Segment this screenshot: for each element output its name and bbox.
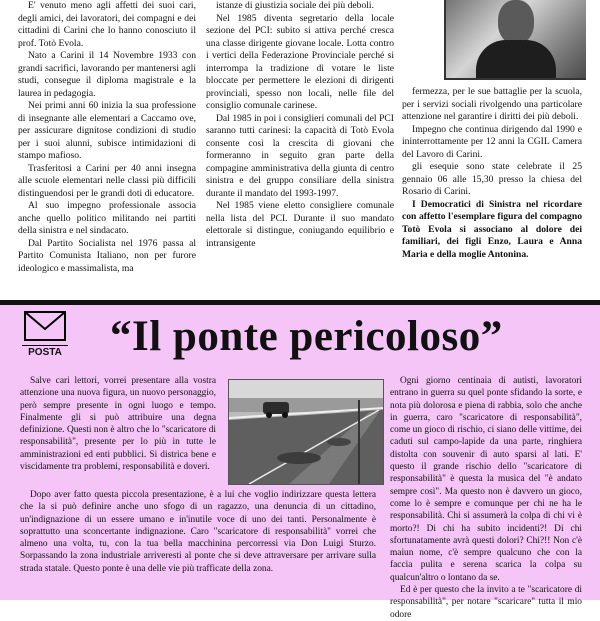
- envelope-icon: [22, 309, 68, 343]
- paragraph: Ogni giorno centinaia di autisti, lavoratori entrano in guerra su quel ponte sfidando la sorte, e nota più dolorosa e piena di rabbia, solo che anche in guerra, caro "scaricatore di responsabilità", come un gioco di rischio, ci siano delle vittime, dei caduti sul campo-lapide da una parte, ringhiera distolta con souvenir di auto sparsi al lati. E' questo il grande rischio dello "scaricatore di responsabilità" è questa la musica del "è andato sempre così". Ma questo non è davvero un gioco, come lo è sempre e comunque per chi ne ha le responsabilità. Chi si assumerà la colpa di chi vi è morto?! Di chi ha subito incidenti?! Di chi sfortunatamente avrà questi dolori? Chi?!! Non c'è maiun nome, c'è sempre qualcuno che con la faccia pulita e serena scarica la colpa su qualcun'altro o lontano da se.: [390, 376, 582, 583]
- portrait-photo: [444, 0, 586, 80]
- paragraph: Impegno che continua dirigendo dal 1990 e ininterrottamente per 12 anni la CGIL Camera del Lavoro di Carini.: [402, 123, 582, 160]
- paragraph: Salve cari lettori, vorrei presentare alla vostra attenzione una nuova figura, un nuovo personaggio, però sempre presente in ogni luogo e tempo. Finalmente gli si può attribuire una degna definizione. Questi non è altro che lo "scaricatore di responsabilità", presente per lo più in tutte le amministrazioni ed enti pubblici. Si districa bene e viscidamente tra problemi, responsabilità e doveri.: [20, 376, 216, 473]
- paragraph: istanze di giustizia sociale dei più deboli.: [216, 0, 374, 11]
- letter-column-1-bottom: [20, 489, 376, 575]
- paragraph: Nei primi anni 60 inizia la sua professione di insegnante alle elementari a Caccamo ove, per assicurare dignitose condizioni di studio per i suoi alunni, subisce intimidazioni di stampo mafioso.: [18, 100, 196, 161]
- paragraph: Nato a Carini il 14 Novembre 1933 con grandi sacrifici, lavorando per mantenersi agli studi, consegue il diploma magistrale e la laurea in pedagogia.: [18, 50, 196, 99]
- paragraph: gli esequie sono state celebrate il 25 gennaio 06 alle 15,30 presso la chiesa del Rosario di Carini.: [402, 161, 582, 197]
- obituary-article: [0, 0, 600, 304]
- letter-headline: “Il ponte pericoloso”: [110, 313, 503, 360]
- paragraph: Dal Partito Socialista nel 1976 passa al Partito Comunista Italiano, non per furore ideologico e massimalista, ma: [18, 237, 196, 274]
- paragraph: Nel 1985 diventa segretario della locale sezione del PCI: subito si attiva perché cresca una classe dirigente giovane locale. Lotta contro i vertici della Federazione Provinciale perché si interrompa la tradizione di votare le liste bloccate per permettere le elezioni di dirigenti provinciali, spesso non locali, nelle file del consiglio comunale carinese.: [206, 12, 394, 111]
- letter-column-2: [390, 375, 582, 621]
- paragraph: Trasferitosi a Carini per 40 anni insegna alle scuole elementari nelle classi più difficili distinguendosi per le grandi doti di educatore.: [18, 162, 196, 199]
- letter-column-1-top: [20, 375, 216, 473]
- paragraph: Dal 1985 in poi i consiglieri comunali del PCI saranno tutti carinesi: la capacità di Totò Evola consente così la crescita di giovani che formeranno in seguito gran parte della compagine amministrativa della giunta di centro sinistra e del gruppo consiliare della sinistra durante il mandato del 1993-1997.: [206, 112, 394, 199]
- obituary-column-1: [18, 0, 196, 275]
- road-image: [229, 380, 383, 484]
- portrait-suit: [476, 40, 556, 78]
- paragraph: Nel 1985 viene eletto consigliere comunale nella lista del PCI. Durante il suo mandato elettorale si distingue, coniugando equilibrio e intransigente: [206, 200, 394, 249]
- posta-label: POSTA: [22, 345, 68, 358]
- portrait-head: [498, 0, 534, 44]
- obituary-column-2: [206, 0, 394, 250]
- posta-badge: [22, 309, 68, 359]
- paragraph: Ed è per questo che la invito a te "scaricatore di responsabilità", per notare "scaricare" tutta il mio odore: [390, 585, 582, 620]
- condolence-notice: I Democratici di Sinistra nel ricordare con affetto l'esemplare figura del compagno Totò Evola si associano al dolore dei familiari, dei figli Enzo, Laura e Anna Maria e della moglie Antonina.: [402, 198, 582, 260]
- obituary-column-3: [402, 86, 582, 261]
- paragraph: E' venuto meno agli affetti dei suoi cari, degli amici, dei lavoratori, dei compagni e dei cittadini di Carini che lo hanno conosciuto il prof. Totò Evola.: [18, 0, 196, 49]
- paragraph: Al suo impegno professionale associa anche quello politico militando nei partiti della sinistra e nel sindacato.: [18, 200, 196, 236]
- letter-section: [0, 305, 600, 620]
- paragraph: fermezza, per le sue battaglie per la scuola, per i servizi sociali rivolgendo una particolare attenzione nel garantire i diritti dei più deboli.: [402, 86, 582, 122]
- paragraph: Dopo aver fatto questa piccola presentazione, è a lui che voglio indirizzare questa lettera che la si può definire anche uno sfogo di un ragazzo, una denuncia di un cittadino, un'indignazione di un essere umano e in'inutile voce di uno dei tanti. Personalmente è soprattutto una sconcertante indignazione. Caro "scaricatore di responsabilità" vorrei che almeno una volta, tu, con la tua bella macchinina percorressi via Don Luigi Sturzo. Sorpassando la zona industriale arriveresti al ponte che si deve attraversare per arrivare sulla strada statale. Questo ponte è una delle vie più trafficate della zona.: [20, 490, 376, 574]
- road-photo: [228, 379, 384, 485]
